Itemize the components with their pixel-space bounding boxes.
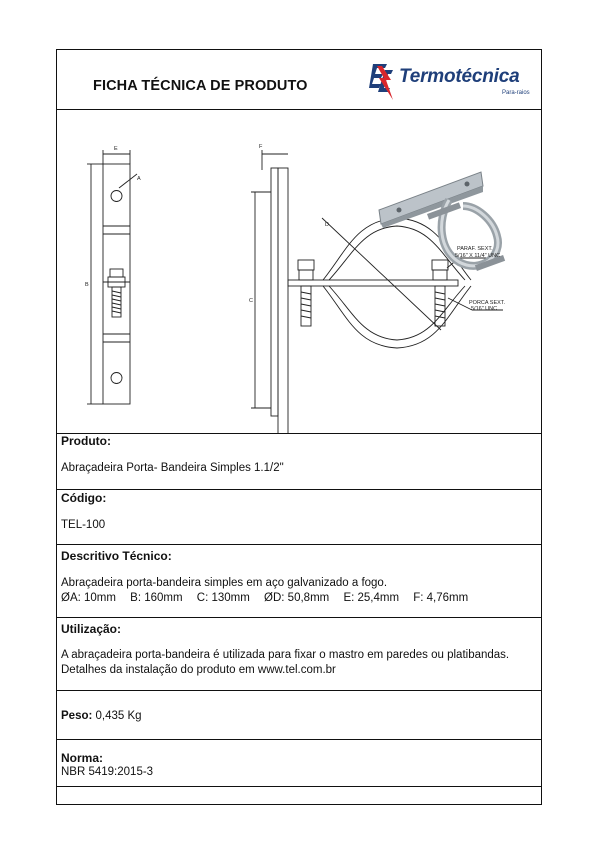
norma-value: NBR 5419:2015-3: [61, 766, 154, 778]
divider: [57, 617, 541, 618]
front-plate: [103, 164, 130, 404]
dimension-e: E: 25,4mm: [343, 592, 400, 604]
peso-label: Peso:: [61, 710, 93, 722]
dimension-c: C: 130mm: [196, 592, 250, 604]
codigo-label: Código:: [61, 491, 107, 505]
utilizacao-line-1: A abraçadeira porta-bandeira é utilizada para fixar o mastro em paredes ou platibandas.: [61, 649, 510, 661]
dim-label-a: A: [137, 176, 141, 182]
divider: [57, 786, 541, 787]
utilizacao-label: Utilização:: [61, 622, 122, 636]
codigo-value: TEL-100: [61, 519, 106, 531]
sheet-title: FICHA TÉCNICA DE PRODUTO: [93, 78, 308, 94]
logo-tagline: Para-raios: [502, 90, 530, 96]
callout-screw-label: PARAF. SEXT.: [457, 246, 493, 252]
clamp-lower: [323, 286, 471, 348]
dimension-a: ØA: 10mm: [61, 592, 116, 604]
divider: [57, 489, 541, 490]
dimensions-list: [61, 591, 479, 606]
utilizacao-line-2: Detalhes da instalação do produto em www.tel.com.br: [61, 664, 336, 676]
dimension-f: F: 4,76mm: [413, 592, 469, 604]
divider: [57, 690, 541, 691]
norma-label: Norma:: [61, 751, 104, 765]
technical-sheet: [56, 49, 542, 805]
dim-label-f: F: [259, 144, 263, 150]
dimension-d: ØD: 50,8mm: [264, 592, 330, 604]
divider: [57, 739, 541, 740]
lightning-logo-icon: [369, 62, 397, 102]
descritivo-label: Descritivo Técnico:: [61, 549, 172, 563]
company-logo: [369, 62, 539, 102]
bolt-axis: [288, 280, 458, 286]
dim-label-e: E: [114, 146, 118, 152]
callout-nut-size: 5/16" UNC: [471, 306, 498, 312]
mounting-hole-bottom: [111, 373, 122, 384]
peso-row: [61, 709, 142, 724]
divider: [57, 433, 541, 434]
descritivo-line: Abraçadeira porta-bandeira simples em aço galvanizado a fogo.: [61, 577, 388, 589]
callout-nut-label: PORCA SEXT.: [469, 300, 506, 306]
dim-label-b: B: [85, 282, 89, 288]
mounting-hole-top: [111, 191, 122, 202]
dim-label-d: D: [325, 222, 329, 228]
produto-label: Produto:: [61, 434, 111, 448]
callout-screw-size: 5/16" X 11/4" UNC: [455, 253, 501, 259]
produto-value: Abraçadeira Porta- Bandeira Simples 1.1/2": [61, 462, 284, 474]
logo-name: Termotécnica: [399, 66, 520, 87]
divider: [57, 544, 541, 545]
technical-drawing: [57, 110, 543, 433]
peso-value: 0,435 Kg: [95, 710, 142, 722]
dim-label-c: C: [249, 298, 253, 304]
dimension-b: B: 160mm: [130, 592, 183, 604]
